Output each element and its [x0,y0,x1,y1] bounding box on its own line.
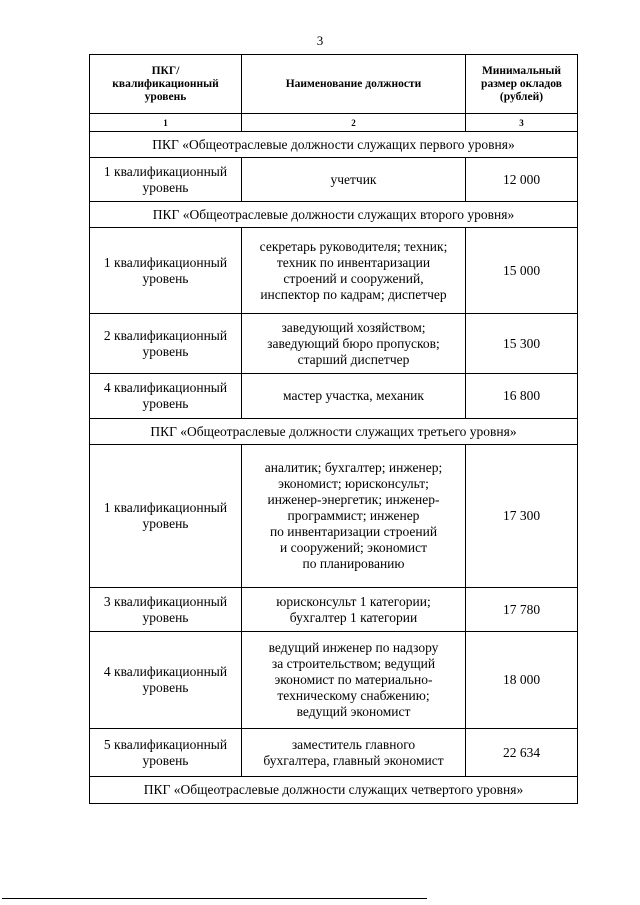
header-salary: Минимальный размер окладов (рублей) [466,55,578,114]
salary-cell: 22 634 [466,729,578,777]
header-position: Наименование должности [242,55,466,114]
positions-cell: аналитик; бухгалтер; инженер; экономист; юрисконсульт; инженер-энергетик; инженер- программист; инженер по инвентаризации строений и сооружений; экономист по планированию [242,445,466,588]
group-title: ПКГ «Общеотраслевые должности служащих первого уровня» [90,132,578,158]
positions-cell: учетчик [242,158,466,202]
table-row [90,729,578,777]
column-number: 2 [242,114,466,132]
positions-cell: заведующий хозяйством; заведующий бюро пропусков; старший диспетчер [242,314,466,374]
table-row [90,374,578,419]
group-title-row [90,777,578,804]
column-number: 1 [90,114,242,132]
salary-cell: 17 300 [466,445,578,588]
table-row [90,588,578,632]
positions-cell: секретарь руководителя; техник; техник по инвентаризации строений и сооружений, инспектор по кадрам; диспетчер [242,228,466,314]
group-title-row [90,419,578,445]
level-cell: 5 квалификационный уровень [90,729,242,777]
table-header-row [90,55,578,114]
positions-cell: ведущий инженер по надзору за строительством; ведущий экономист по материально- техническому снабжению; ведущий экономист [242,632,466,729]
group-title: ПКГ «Общеотраслевые должности служащих второго уровня» [90,202,578,228]
salary-cell: 15 000 [466,228,578,314]
footer-rule [2,898,427,899]
salary-cell: 16 800 [466,374,578,419]
group-title-row [90,132,578,158]
salary-cell: 15 300 [466,314,578,374]
table-row [90,158,578,202]
table-row [90,445,578,588]
group-title: ПКГ «Общеотраслевые должности служащих четвертого уровня» [90,777,578,804]
level-cell: 4 квалификационный уровень [90,374,242,419]
table-row [90,314,578,374]
level-cell: 4 квалификационный уровень [90,632,242,729]
table-row [90,228,578,314]
salary-cell: 17 780 [466,588,578,632]
group-title: ПКГ «Общеотраслевые должности служащих третьего уровня» [90,419,578,445]
column-number: 3 [466,114,578,132]
positions-cell: юрисконсульт 1 категории; бухгалтер 1 категории [242,588,466,632]
column-number-row [90,114,578,132]
salary-cell: 18 000 [466,632,578,729]
salary-table [89,54,578,804]
group-title-row [90,202,578,228]
level-cell: 3 квалификационный уровень [90,588,242,632]
level-cell: 1 квалификационный уровень [90,158,242,202]
page-number: 3 [316,33,324,48]
level-cell: 1 квалификационный уровень [90,228,242,314]
salary-cell: 12 000 [466,158,578,202]
table-row [90,632,578,729]
positions-cell: мастер участка, механик [242,374,466,419]
header-level: ПКГ/ квалификационный уровень [90,55,242,114]
level-cell: 1 квалификационный уровень [90,445,242,588]
level-cell: 2 квалификационный уровень [90,314,242,374]
positions-cell: заместитель главного бухгалтера, главный экономист [242,729,466,777]
